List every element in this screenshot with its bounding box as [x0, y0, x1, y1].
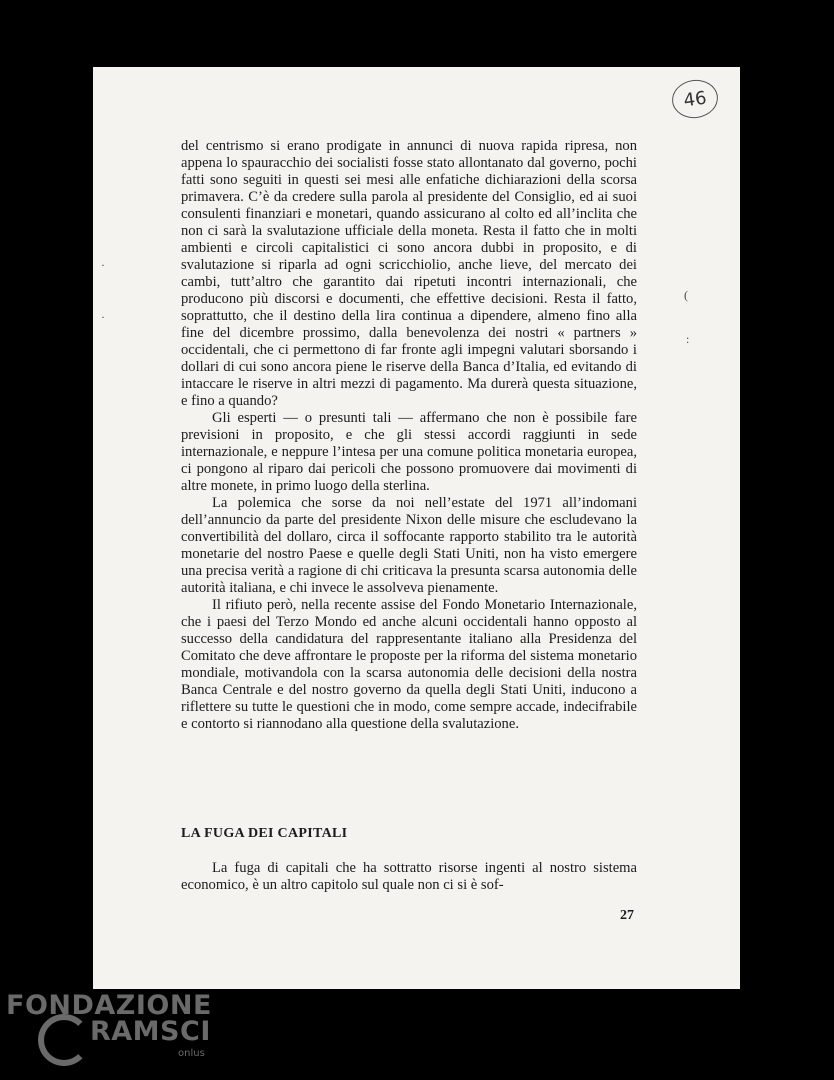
handwritten-page-annotation: 46: [670, 77, 721, 121]
paragraph-4: Il rifiuto però, nella recente assise del Fondo Monetario Internazionale, che i paesi del Terzo Mondo ed anche alcuni occidentali hanno opposto al successo della candidatura del rappresentante italiano alla Presidenza del Comitato che deve affrontare le proposte per la riforma del sistema monetario mondiale, motivandola con la scarsa autonomia delle decisioni della nostra Banca Centrale e del nostro governo da quella degli Stati Uniti, inducono a riflettere su tutte le questioni che in modo, come sempre accade, indecifrabile e contorto si riannodano alla questione della svalutazione.: [181, 597, 637, 732]
margin-mark: :: [686, 332, 690, 346]
logo-line2: RAMSCI: [90, 1016, 211, 1047]
section-title: LA FUGA DEI CAPITALI: [181, 826, 348, 841]
fondazione-gramsci-logo: [6, 990, 212, 1076]
logo-g-icon: [38, 1014, 90, 1066]
paragraph-3: La polemica che sorse da noi nell’estate del 1971 all’indomani dell’annuncio da parte del presidente Nixon delle misure che escludevano la convertibilità del dollaro, circa il soffocante rapporto stabilito tra le autorità monetarie del nostro Paese e quelle degli Stati Uniti, non ha visto emergere una precisa verità a ragione di chi criticava la presunta scarsa autonomia delle autorità italiana, e chi invece le assolveva pienamente.: [181, 495, 637, 596]
body-text: [181, 138, 637, 733]
logo-line1: FONDAZIONE: [6, 990, 212, 1021]
margin-mark: ·: [101, 310, 105, 324]
page-number: 27: [620, 908, 634, 923]
paragraph-2: Gli esperti — o presunti tali — affermano che non è possibile fare previsioni in proposito, e che gli stessi accordi raggiunti in sede internazionale, e neppure l’intesa per una comune politica monetaria europea, ci pongono al riparo dai pericoli che possono promuovere dai movimenti di altre monete, in primo luogo della sterlina.: [181, 410, 637, 494]
logo-line3: onlus: [178, 1048, 205, 1059]
margin-mark: (: [684, 288, 688, 302]
margin-mark: ·: [101, 258, 105, 272]
section-paragraph: La fuga di capitali che ha sottratto risorse ingenti al nostro sistema economico, è un altro capitolo sul quale non ci si è sof-: [181, 860, 637, 893]
paragraph-1: del centrismo si erano prodigate in annunci di nuova rapida ripresa, non appena lo spauracchio dei socialisti fosse stato allontanato dal governo, pochi fatti sono seguiti in questi sei mesi alle enfatiche dichiarazioni della scorsa primavera. C’è da credere sulla parola al presidente del Consiglio, ed ai suoi consulenti finanziari e monetari, quando assicurano al colto ed all’inclita che non ci sarà la svalutazione ufficiale della moneta. Resta il fatto che in molti ambienti e circoli capitalistici ci sono ancora dubbi in proposito, e di svalutazione si riparla ad ogni scricchiolio, anche lieve, del mercato dei cambi, tutt’altro che garantito dai ripetuti incontri internazionali, che producono più discorsi e documenti, che effettive decisioni. Resta il fatto, soprattutto, che il destino della lira continua a dipendere, almeno fino alla fine del dicembre prossimo, dalla benevolenza dei nostri « partners » occidentali, che ci permettono di far fronte agli impegni valutari sborsando i dollari di cui sono ancora piene le riserve della Banca d’Italia, ed evitando di intaccare le riserve in altri mezzi di pagamento. Ma durerà questa situazione, e fino a quando?: [181, 138, 637, 409]
